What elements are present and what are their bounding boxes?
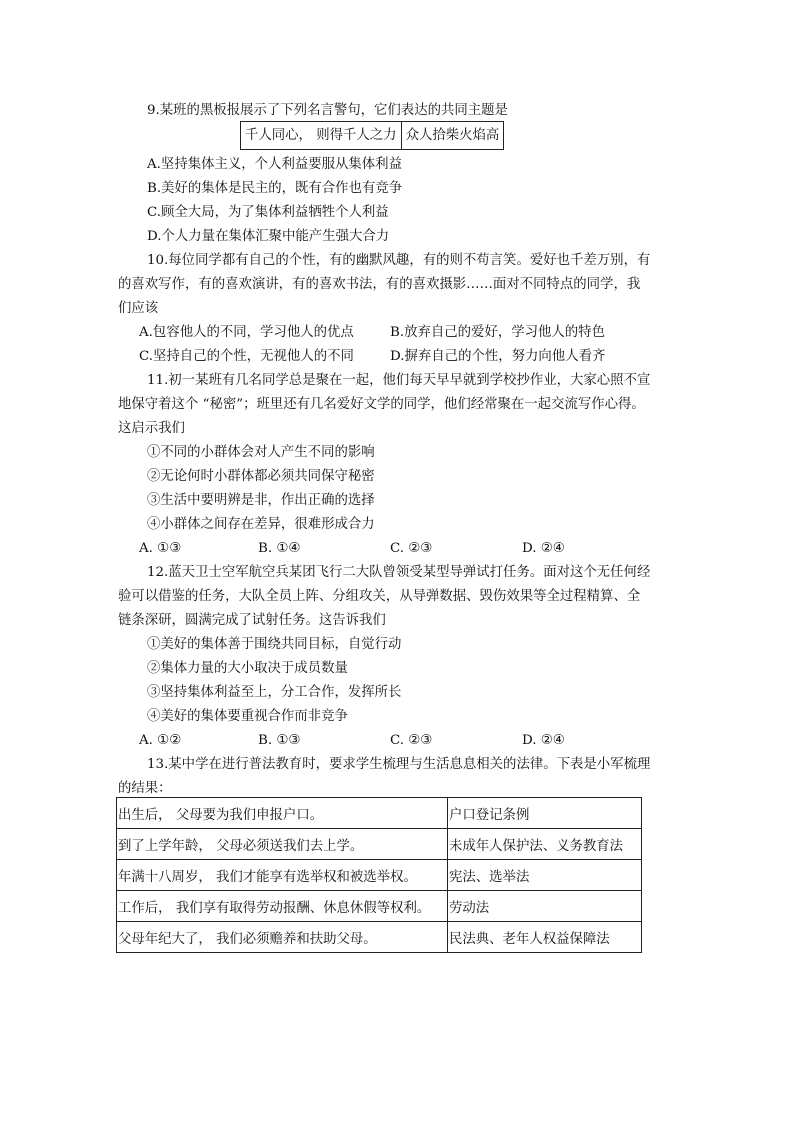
- life-event-cell: 到了上学年龄， 父母必须送我们去上学。: [117, 829, 448, 860]
- table-row: [117, 922, 642, 953]
- q12-option-d: D. ②④: [522, 733, 565, 748]
- q10-option-a: A.包容他人的不同，学习他人的优点: [139, 325, 354, 340]
- law-table: [116, 797, 642, 953]
- q12-option-c: C. ②③: [390, 733, 433, 748]
- q12-option-b: B. ①③: [258, 733, 301, 748]
- q11-option-d: D. ②④: [522, 541, 565, 556]
- law-name-cell: 民法典、老年人权益保障法: [448, 922, 642, 953]
- q12-stem-line-3: 链条深研，圆满完成了试射任务。这告诉我们: [118, 613, 386, 628]
- law-name-cell: 劳动法: [448, 891, 642, 922]
- life-event-cell: 年满十八周岁， 我们才能享有选举权和被选举权。: [117, 860, 448, 891]
- q10-stem-line-3: 们应该: [118, 301, 159, 316]
- q10-option-d: D.摒弃自己的个性，努力向他人看齐: [390, 349, 606, 364]
- q11-stem-line-1: 11.初一某班有几名同学总是聚在一起，他们每天早早就到学校抄作业，大家心照不宣: [147, 373, 651, 388]
- life-event-cell: 工作后， 我们享有取得劳动报酬、休息休假等权利。: [117, 891, 448, 922]
- q9-option-d: D.个人力量在集体汇聚中能产生强大合力: [147, 229, 390, 244]
- q9-option-a: A.坚持集体主义，个人利益要服从集体利益: [147, 157, 402, 172]
- q9-motto-1: 千人同心， 则得千人之力: [245, 128, 397, 143]
- q9-stem: 9.某班的黑板报展示了下列名言警句，它们表达的共同主题是: [147, 103, 508, 118]
- life-event-cell: 父母年纪大了， 我们必须赡养和扶助父母。: [117, 922, 448, 953]
- q11-option-c: C. ②③: [390, 541, 433, 556]
- q10-stem-line-2: 的喜欢写作，有的喜欢演讲，有的喜欢书法，有的喜欢摄影……面对不同特点的同学，我: [118, 277, 641, 292]
- table-row: [117, 798, 642, 829]
- q13-stem-line-2: 的结果：: [118, 781, 172, 796]
- q12-item-4: ④美好的集体要重视合作而非竞争: [147, 709, 348, 724]
- law-name-cell: 未成年人保护法、义务教育法: [448, 829, 642, 860]
- q11-stem-line-2: 地保守着这个 “秘密”；班里还有几名爱好文学的同学，他们经常聚在一起交流写作心得。: [118, 397, 645, 412]
- q12-stem-line-1: 12.蓝天卫士空军航空兵某团飞行二大队曾领受某型导弹试打任务。面对这个无任何经: [147, 565, 651, 580]
- q9-option-c: C.顾全大局，为了集体利益牺牲个人利益: [147, 205, 389, 220]
- q13-stem-line-1: 13.某中学在进行普法教育时，要求学生梳理与生活息息相关的法律。下表是小军梳理: [147, 757, 651, 772]
- q10-option-c: C.坚持自己的个性，无视他人的不同: [139, 349, 354, 364]
- q9-option-b: B.美好的集体是民主的，既有合作也有竞争: [147, 181, 403, 196]
- table-row: [117, 829, 642, 860]
- q11-item-1: ①不同的小群体会对人产生不同的影响: [147, 445, 375, 460]
- q12-item-1: ①美好的集体善于围绕共同目标，自觉行动: [147, 637, 402, 652]
- q11-item-2: ②无论何时小群体都必须共同保守秘密: [147, 469, 375, 484]
- q11-item-3: ③生活中要明辨是非，作出正确的选择: [147, 493, 375, 508]
- table-row: [117, 860, 642, 891]
- law-name-cell: 宪法、选举法: [448, 860, 642, 891]
- q10-option-b: B.放弃自己的爱好，学习他人的特色: [390, 325, 605, 340]
- q9-motto-2: 众人拾柴火焰高: [401, 122, 504, 149]
- q9-motto-box: [240, 121, 504, 150]
- q11-option-b: B. ①④: [258, 541, 301, 556]
- q11-stem-line-3: 这启示我们: [118, 421, 185, 436]
- q11-item-4: ④小群体之间存在差异，很难形成合力: [147, 517, 375, 532]
- q12-option-a: A. ①②: [139, 733, 182, 748]
- q12-stem-line-2: 验可以借鉴的任务，大队全员上阵、分组攻关，从导弹数据、毁伤效果等全过程精算、全: [118, 589, 641, 604]
- q11-option-a: A. ①③: [139, 541, 182, 556]
- life-event-cell: 出生后， 父母要为我们申报户口。: [117, 798, 448, 829]
- q10-stem-line-1: 10.每位同学都有自己的个性，有的幽默风趣，有的则不苟言笑。爱好也千差万别，有: [147, 253, 651, 268]
- q12-item-3: ③坚持集体利益至上，分工合作，发挥所长: [147, 685, 402, 700]
- q12-item-2: ②集体力量的大小取决于成员数量: [147, 661, 348, 676]
- table-row: [117, 891, 642, 922]
- law-name-cell: 户口登记条例: [448, 798, 642, 829]
